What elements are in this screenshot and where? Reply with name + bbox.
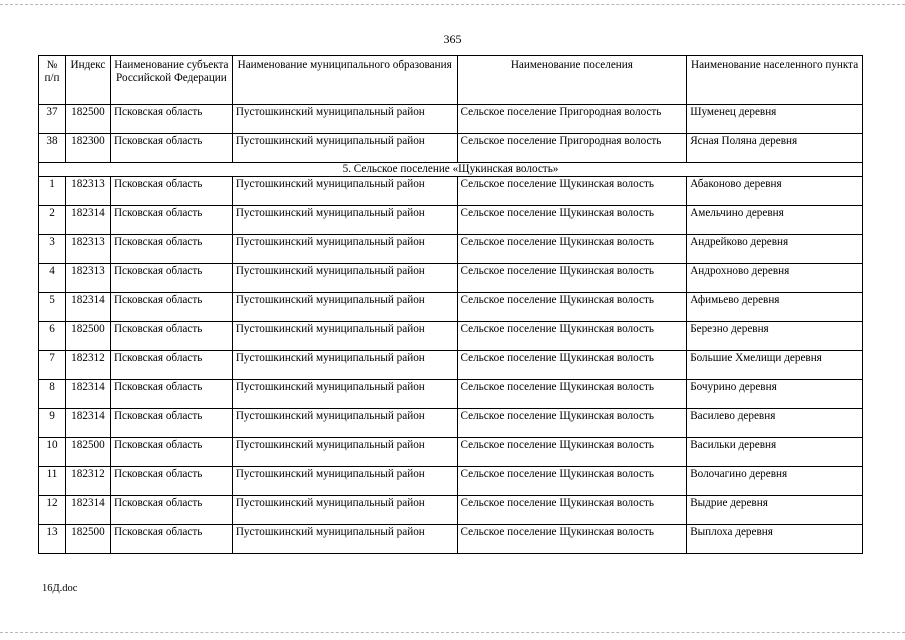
cell-municipality: Пустошкинский муниципальный район bbox=[232, 380, 457, 409]
cell-index: 182314 bbox=[65, 496, 110, 525]
cell-settlement: Сельское поселение Щукинская волость bbox=[457, 293, 687, 322]
cell-index: 182314 bbox=[65, 380, 110, 409]
cell-municipality: Пустошкинский муниципальный район bbox=[232, 235, 457, 264]
table-row bbox=[39, 438, 863, 467]
cell-num: 12 bbox=[39, 496, 66, 525]
cell-municipality: Пустошкинский муниципальный район bbox=[232, 351, 457, 380]
cell-num: 37 bbox=[39, 105, 66, 134]
cell-locality: Афимьево деревня bbox=[687, 293, 863, 322]
cell-num: 9 bbox=[39, 409, 66, 438]
cell-settlement: Сельское поселение Щукинская волость bbox=[457, 322, 687, 351]
cell-settlement: Сельское поселение Щукинская волость bbox=[457, 235, 687, 264]
cell-num: 1 bbox=[39, 177, 66, 206]
cell-subject: Псковская область bbox=[110, 409, 232, 438]
cell-index: 182312 bbox=[65, 351, 110, 380]
table-row bbox=[39, 235, 863, 264]
header-municipality: Наименование муниципального образования bbox=[232, 56, 457, 105]
cell-index: 182313 bbox=[65, 264, 110, 293]
cell-index: 182314 bbox=[65, 409, 110, 438]
cell-locality: Ясная Поляна деревня bbox=[687, 134, 863, 163]
cell-locality: Василево деревня bbox=[687, 409, 863, 438]
cell-municipality: Пустошкинский муниципальный район bbox=[232, 409, 457, 438]
cell-num: 8 bbox=[39, 380, 66, 409]
cell-municipality: Пустошкинский муниципальный район bbox=[232, 525, 457, 554]
table-body-after-section bbox=[39, 177, 863, 554]
cell-settlement: Сельское поселение Щукинская волость bbox=[457, 525, 687, 554]
cell-settlement: Сельское поселение Щукинская волость bbox=[457, 496, 687, 525]
cell-subject: Псковская область bbox=[110, 525, 232, 554]
cell-settlement: Сельское поселение Пригородная волость bbox=[457, 134, 687, 163]
table-row bbox=[39, 409, 863, 438]
cell-subject: Псковская область bbox=[110, 438, 232, 467]
cell-num: 5 bbox=[39, 293, 66, 322]
cell-subject: Псковская область bbox=[110, 293, 232, 322]
cell-index: 182313 bbox=[65, 177, 110, 206]
table-row bbox=[39, 322, 863, 351]
table-section bbox=[39, 163, 863, 177]
scan-edge-top bbox=[0, 4, 905, 7]
cell-locality: Бочурино деревня bbox=[687, 380, 863, 409]
section-title: 5. Сельское поселение «Щукинская волость» bbox=[39, 163, 863, 177]
cell-index: 182500 bbox=[65, 438, 110, 467]
header-index: Индекс bbox=[65, 56, 110, 105]
cell-municipality: Пустошкинский муниципальный район bbox=[232, 496, 457, 525]
cell-municipality: Пустошкинский муниципальный район bbox=[232, 293, 457, 322]
header-num: № п/п bbox=[39, 56, 66, 105]
table-row bbox=[39, 264, 863, 293]
cell-municipality: Пустошкинский муниципальный район bbox=[232, 206, 457, 235]
cell-municipality: Пустошкинский муниципальный район bbox=[232, 322, 457, 351]
cell-municipality: Пустошкинский муниципальный район bbox=[232, 177, 457, 206]
cell-locality: Абаконово деревня bbox=[687, 177, 863, 206]
cell-settlement: Сельское поселение Щукинская волость bbox=[457, 264, 687, 293]
cell-locality: Волочагино деревня bbox=[687, 467, 863, 496]
table-row bbox=[39, 105, 863, 134]
table-row bbox=[39, 206, 863, 235]
cell-locality: Большие Хмелищи деревня bbox=[687, 351, 863, 380]
cell-locality: Выдрие деревня bbox=[687, 496, 863, 525]
cell-settlement: Сельское поселение Щукинская волость bbox=[457, 177, 687, 206]
table-row bbox=[39, 134, 863, 163]
page-number: 365 bbox=[443, 32, 462, 46]
table-row bbox=[39, 380, 863, 409]
cell-index: 182300 bbox=[65, 134, 110, 163]
cell-subject: Псковская область bbox=[110, 496, 232, 525]
cell-index: 182314 bbox=[65, 206, 110, 235]
cell-num: 11 bbox=[39, 467, 66, 496]
cell-settlement: Сельское поселение Пригородная волость bbox=[457, 105, 687, 134]
table-row bbox=[39, 525, 863, 554]
cell-index: 182500 bbox=[65, 322, 110, 351]
cell-num: 3 bbox=[39, 235, 66, 264]
cell-locality: Андрейково деревня bbox=[687, 235, 863, 264]
cell-settlement: Сельское поселение Щукинская волость bbox=[457, 409, 687, 438]
cell-index: 182313 bbox=[65, 235, 110, 264]
cell-subject: Псковская область bbox=[110, 105, 232, 134]
cell-subject: Псковская область bbox=[110, 351, 232, 380]
table-body-before-section bbox=[39, 105, 863, 163]
cell-num: 4 bbox=[39, 264, 66, 293]
cell-subject: Псковская область bbox=[110, 322, 232, 351]
cell-subject: Псковская область bbox=[110, 134, 232, 163]
header-subject: Наименование субъекта Российской Федерации bbox=[110, 56, 232, 105]
cell-num: 2 bbox=[39, 206, 66, 235]
table-header bbox=[39, 56, 863, 105]
cell-locality: Васильки деревня bbox=[687, 438, 863, 467]
cell-settlement: Сельское поселение Щукинская волость bbox=[457, 438, 687, 467]
cell-index: 182500 bbox=[65, 525, 110, 554]
cell-subject: Псковская область bbox=[110, 380, 232, 409]
table-row bbox=[39, 293, 863, 322]
cell-subject: Псковская область bbox=[110, 206, 232, 235]
cell-num: 38 bbox=[39, 134, 66, 163]
cell-settlement: Сельское поселение Щукинская волость bbox=[457, 380, 687, 409]
cell-num: 7 bbox=[39, 351, 66, 380]
cell-num: 13 bbox=[39, 525, 66, 554]
cell-locality: Амельчино деревня bbox=[687, 206, 863, 235]
cell-locality: Шуменец деревня bbox=[687, 105, 863, 134]
cell-subject: Псковская область bbox=[110, 264, 232, 293]
cell-municipality: Пустошкинский муниципальный район bbox=[232, 264, 457, 293]
section-header-row bbox=[39, 163, 863, 177]
cell-num: 10 bbox=[39, 438, 66, 467]
footer-file-name: 16Д.doc bbox=[42, 583, 78, 594]
cell-municipality: Пустошкинский муниципальный район bbox=[232, 438, 457, 467]
cell-index: 182312 bbox=[65, 467, 110, 496]
cell-locality: Выплоха деревня bbox=[687, 525, 863, 554]
cell-index: 182314 bbox=[65, 293, 110, 322]
cell-locality: Андрохново деревня bbox=[687, 264, 863, 293]
header-locality: Наименование населенного пункта bbox=[687, 56, 863, 105]
cell-settlement: Сельское поселение Щукинская волость bbox=[457, 206, 687, 235]
cell-settlement: Сельское поселение Щукинская волость bbox=[457, 467, 687, 496]
table-row bbox=[39, 177, 863, 206]
scan-edge-bottom bbox=[0, 632, 905, 635]
cell-num: 6 bbox=[39, 322, 66, 351]
cell-municipality: Пустошкинский муниципальный район bbox=[232, 105, 457, 134]
cell-locality: Березно деревня bbox=[687, 322, 863, 351]
cell-index: 182500 bbox=[65, 105, 110, 134]
cell-subject: Псковская область bbox=[110, 467, 232, 496]
table-row bbox=[39, 467, 863, 496]
cell-settlement: Сельское поселение Щукинская волость bbox=[457, 351, 687, 380]
cell-subject: Псковская область bbox=[110, 177, 232, 206]
settlements-table bbox=[38, 55, 863, 554]
cell-subject: Псковская область bbox=[110, 235, 232, 264]
cell-municipality: Пустошкинский муниципальный район bbox=[232, 134, 457, 163]
cell-municipality: Пустошкинский муниципальный район bbox=[232, 467, 457, 496]
header-settlement: Наименование поселения bbox=[457, 56, 687, 105]
table-row bbox=[39, 496, 863, 525]
table-row bbox=[39, 351, 863, 380]
